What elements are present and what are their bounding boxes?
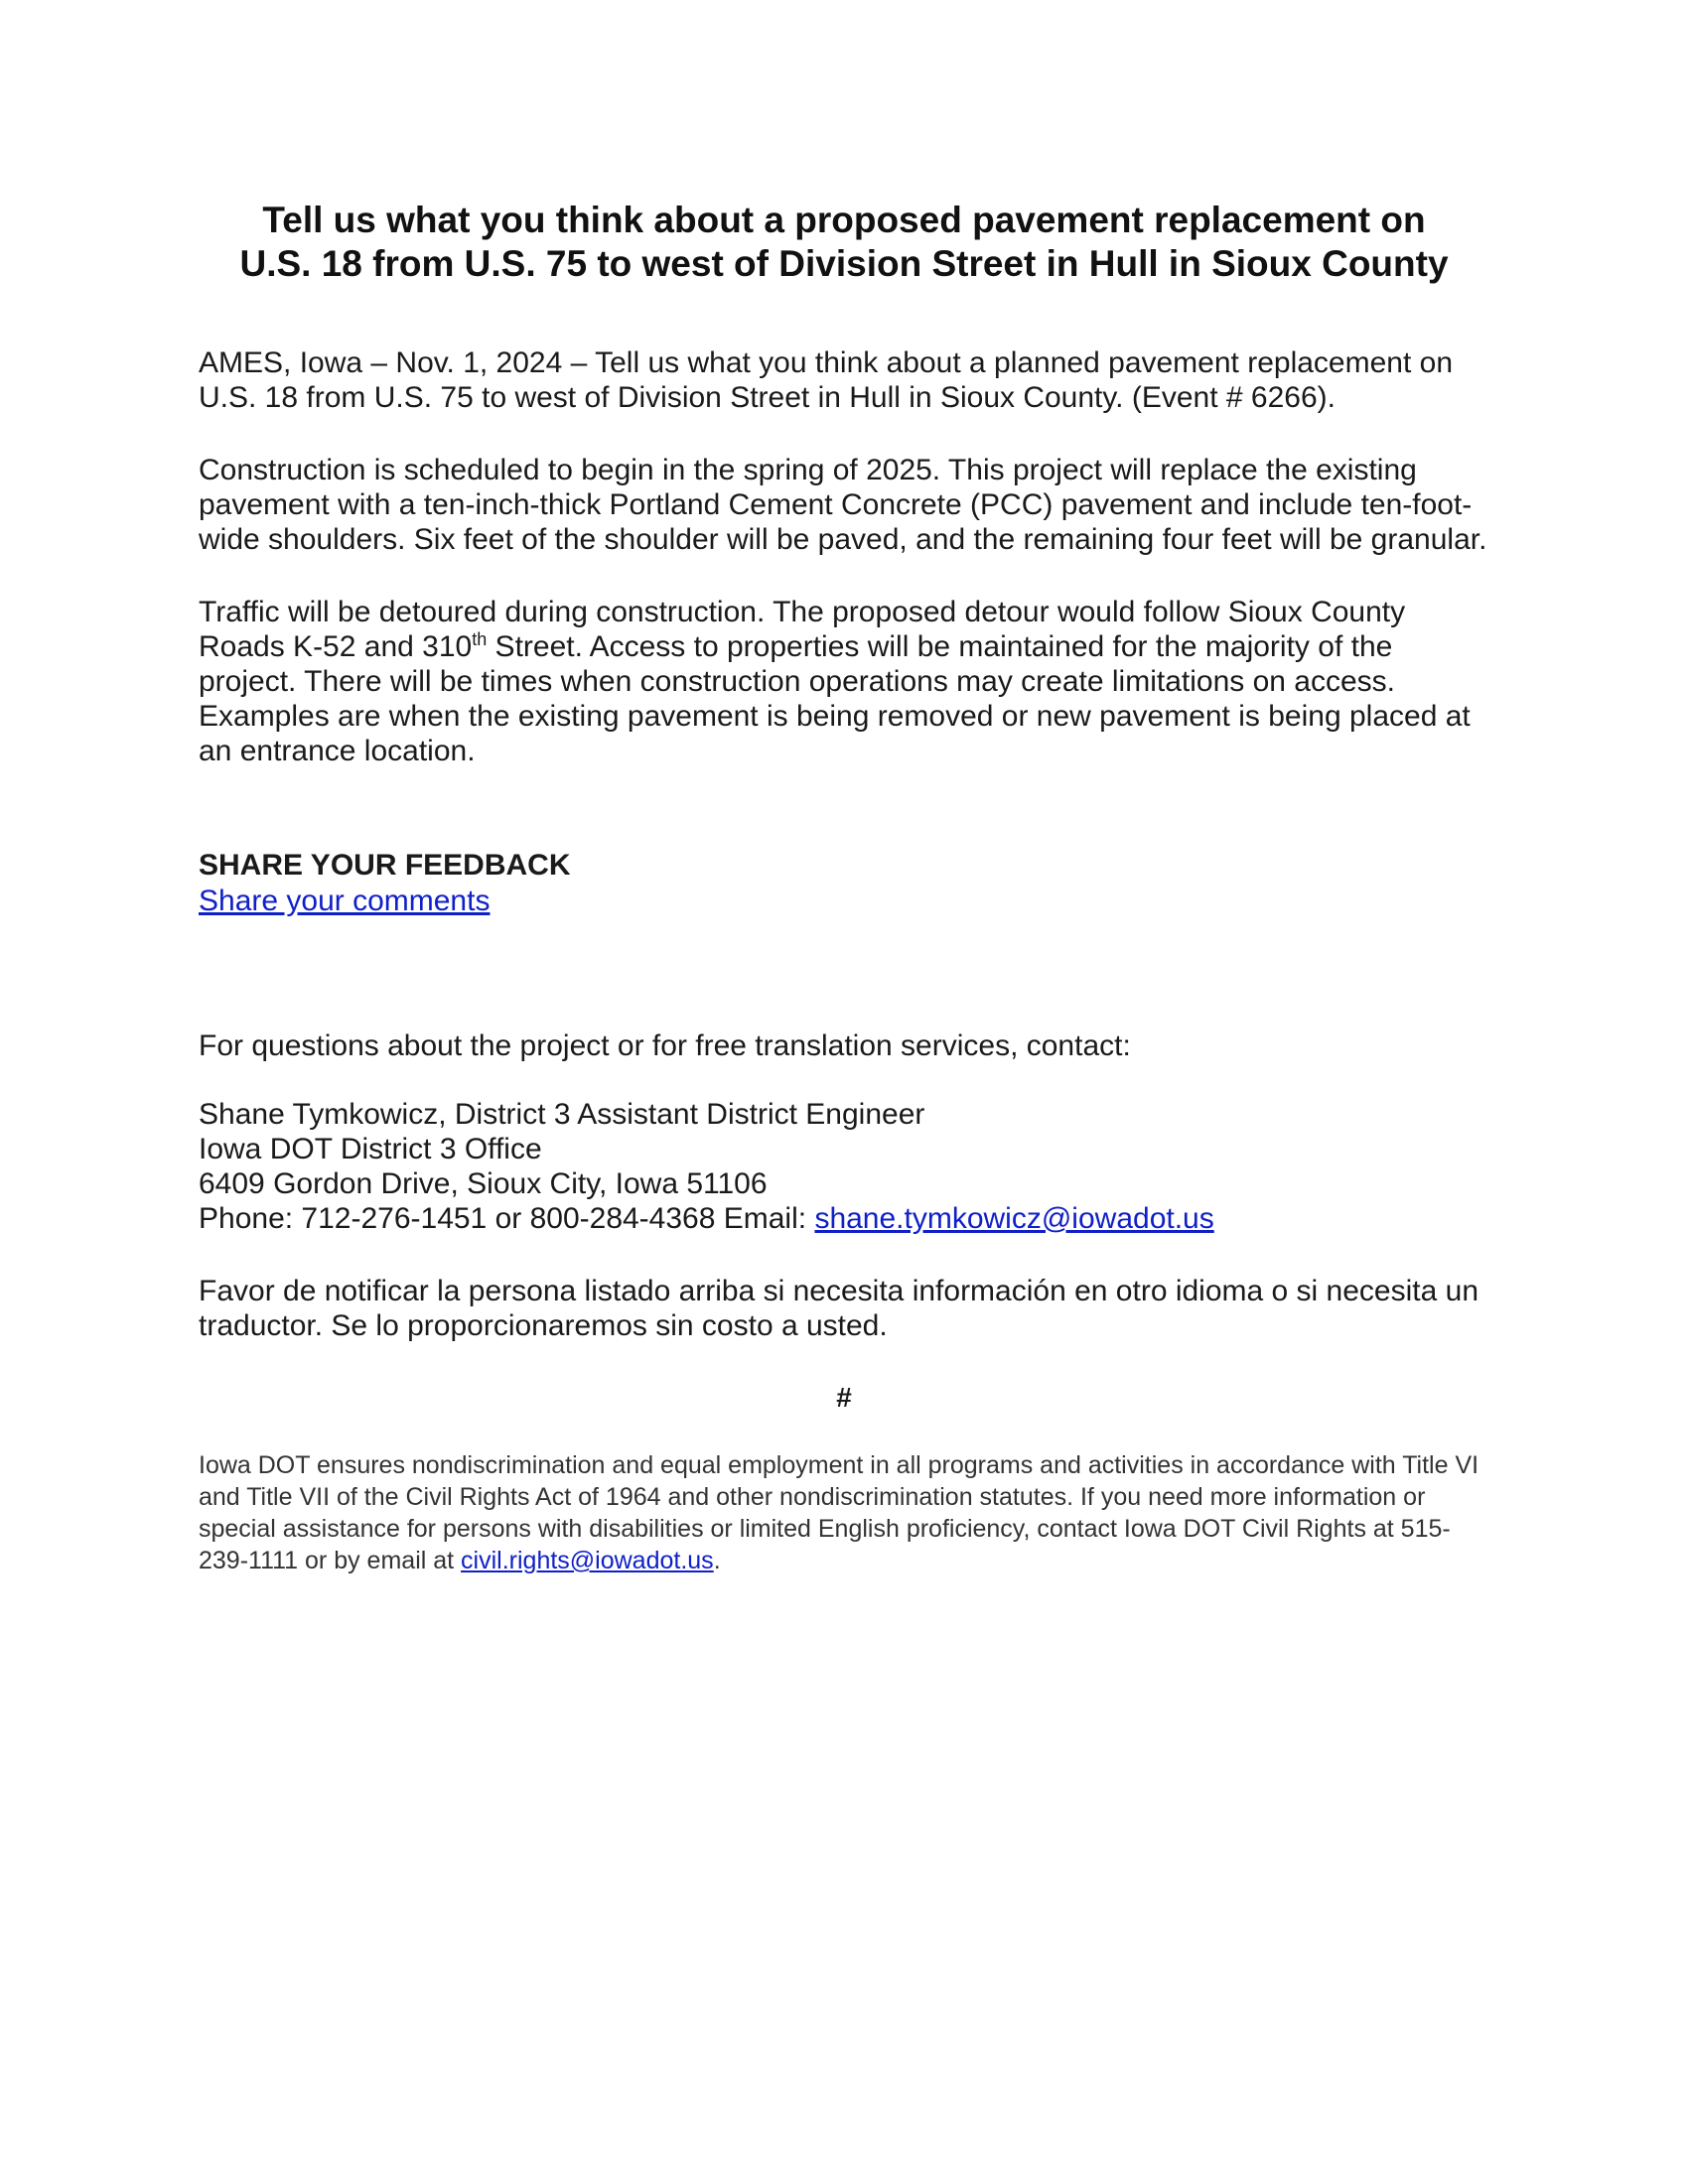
disclaimer-text: Iowa DOT ensures nondiscrimination and equal employment in all programs and activities in accordance with Title VI and Title VII of the Civil Rights Act of 1964 and other nondiscrimination statutes. If you need more information or special assistance for persons with disabilities or limited English proficiency, contact Iowa DOT Civil Rights at 515-239-1111 or by email at	[199, 1451, 1479, 1574]
document-page	[199, 199, 1489, 1601]
disclaimer-end: .	[713, 1547, 721, 1574]
contact-block	[199, 1097, 1489, 1236]
page-title	[199, 199, 1489, 286]
share-comments-link[interactable]: Share your comments	[199, 885, 491, 917]
feedback-heading: SHARE YOUR FEEDBACK	[199, 849, 571, 882]
nondiscrimination-disclaimer	[199, 1449, 1489, 1576]
contact-office: Iowa DOT District 3 Office	[199, 1133, 542, 1165]
title-line-2: U.S. 18 from U.S. 75 to west of Division Street in Hull in Sioux County	[239, 243, 1449, 284]
contact-phone: Phone: 712-276-1451 or 800-284-4368 Email:	[199, 1202, 815, 1235]
traffic-text-part1: Traffic will be detoured during construction. The proposed detour would follow Sioux County Roads K-52 and 310	[199, 596, 1406, 663]
contact-intro: For questions about the project or for free translation services, contact:	[199, 1029, 1131, 1062]
traffic-paragraph	[199, 595, 1489, 768]
contact-name-title: Shane Tymkowicz, District 3 Assistant District Engineer	[199, 1098, 925, 1131]
contact-phone-line	[199, 1201, 1489, 1236]
traffic-superscript: th	[472, 629, 488, 649]
civil-rights-email-link[interactable]: civil.rights@iowadot.us	[461, 1547, 714, 1574]
intro-paragraph: AMES, Iowa – Nov. 1, 2024 – Tell us what you think about a planned pavement replacement on U.S. 18 from U.S. 75 to west of Division Street in Hull in Sioux County. (Event # 6266).	[199, 346, 1454, 414]
title-line-1: Tell us what you think about a proposed pavement replacement on	[262, 200, 1426, 240]
contact-address: 6409 Gordon Drive, Sioux City, Iowa 51106	[199, 1167, 768, 1200]
end-marker: #	[836, 1382, 852, 1413]
construction-paragraph: Construction is scheduled to begin in the spring of 2025. This project will replace the existing pavement with a ten-inch-thick Portland Cement Concrete (PCC) pavement and include ten-foot-wide shoulders. Six feet of the shoulder will be paved, and the remaining four feet will be granular.	[199, 454, 1487, 556]
contact-email-link[interactable]: shane.tymkowicz@iowadot.us	[814, 1202, 1214, 1235]
traffic-text-part2: Street. Access to properties will be maintained for the majority of the project. There will be times when construction operations may create limitations on access. Examples are when the existing pavement is being removed or new pavement is being placed at an entrance location.	[199, 630, 1471, 767]
spanish-notice: Favor de notificar la persona listado arriba si necesita información en otro idioma o si necesita un traductor. Se lo proporcionaremos sin costo a usted.	[199, 1275, 1479, 1342]
